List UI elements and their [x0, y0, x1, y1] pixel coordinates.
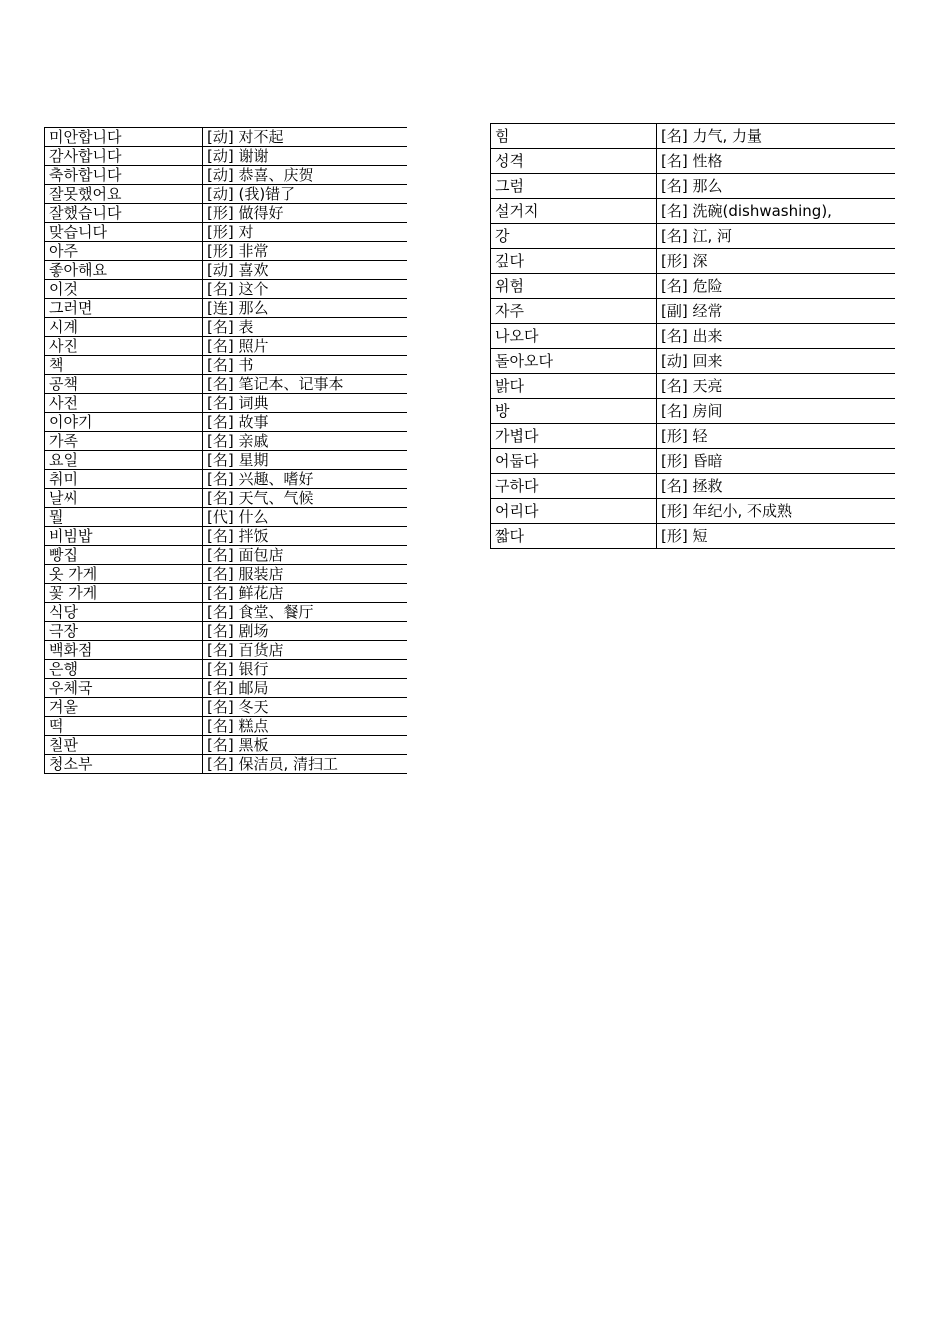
table-row: [45, 432, 407, 451]
korean-word-cell: 우체국: [45, 679, 203, 698]
chinese-meaning-cell: [名] 这个: [203, 280, 407, 299]
table-row: [45, 242, 407, 261]
table-row: [45, 755, 407, 774]
table-row: [491, 274, 895, 299]
table-row: [45, 375, 407, 394]
chinese-meaning-cell: [形] 深: [657, 249, 895, 274]
table-row: [491, 124, 895, 149]
korean-word-cell: 그럼: [491, 174, 657, 199]
chinese-meaning-cell: [动] 谢谢: [203, 147, 407, 166]
chinese-meaning-cell: [名] 服装店: [203, 565, 407, 584]
table-row: [45, 527, 407, 546]
korean-word-cell: 강: [491, 224, 657, 249]
chinese-meaning-cell: [名] 面包店: [203, 546, 407, 565]
korean-word-cell: 백화점: [45, 641, 203, 660]
table-row: [45, 584, 407, 603]
table-row: [45, 660, 407, 679]
chinese-meaning-cell: [名] 江, 河: [657, 224, 895, 249]
chinese-meaning-cell: [形] 短: [657, 524, 895, 549]
korean-word-cell: 뭘: [45, 508, 203, 527]
chinese-meaning-cell: [名] 危险: [657, 274, 895, 299]
chinese-meaning-cell: [形] 做得好: [203, 204, 407, 223]
table-row: [45, 337, 407, 356]
vocab-table-right-body: [491, 124, 895, 549]
table-row: [45, 546, 407, 565]
chinese-meaning-cell: [名] 力气, 力量: [657, 124, 895, 149]
korean-word-cell: 자주: [491, 299, 657, 324]
chinese-meaning-cell: [名] 剧场: [203, 622, 407, 641]
chinese-meaning-cell: [名] 保洁员, 清扫工: [203, 755, 407, 774]
table-row: [45, 280, 407, 299]
table-row: [45, 717, 407, 736]
vocab-table-right: [490, 123, 895, 549]
korean-word-cell: 시계: [45, 318, 203, 337]
chinese-meaning-cell: [连] 那么: [203, 299, 407, 318]
korean-word-cell: 그러면: [45, 299, 203, 318]
table-row: [491, 249, 895, 274]
table-row: [491, 299, 895, 324]
korean-word-cell: 꽃 가게: [45, 584, 203, 603]
chinese-meaning-cell: [名] 天亮: [657, 374, 895, 399]
korean-word-cell: 취미: [45, 470, 203, 489]
korean-word-cell: 방: [491, 399, 657, 424]
korean-word-cell: 나오다: [491, 324, 657, 349]
table-row: [45, 299, 407, 318]
korean-word-cell: 잘못했어요: [45, 185, 203, 204]
table-row: [45, 223, 407, 242]
table-row: [45, 185, 407, 204]
table-row: [45, 565, 407, 584]
table-row: [45, 128, 407, 147]
table-row: [45, 508, 407, 527]
korean-word-cell: 깊다: [491, 249, 657, 274]
table-row: [45, 489, 407, 508]
chinese-meaning-cell: [名] 拯救: [657, 474, 895, 499]
korean-word-cell: 은행: [45, 660, 203, 679]
korean-word-cell: 칠판: [45, 736, 203, 755]
chinese-meaning-cell: [名] 出来: [657, 324, 895, 349]
chinese-meaning-cell: [形] 轻: [657, 424, 895, 449]
chinese-meaning-cell: [形] 非常: [203, 242, 407, 261]
korean-word-cell: 청소부: [45, 755, 203, 774]
chinese-meaning-cell: [形] 昏暗: [657, 449, 895, 474]
table-row: [45, 679, 407, 698]
table-row: [45, 204, 407, 223]
korean-word-cell: 책: [45, 356, 203, 375]
korean-word-cell: 떡: [45, 717, 203, 736]
table-row: [491, 424, 895, 449]
korean-word-cell: 어리다: [491, 499, 657, 524]
table-row: [45, 470, 407, 489]
chinese-meaning-cell: [形] 年纪小, 不成熟: [657, 499, 895, 524]
table-row: [491, 199, 895, 224]
chinese-meaning-cell: [名] 邮局: [203, 679, 407, 698]
chinese-meaning-cell: [名] 书: [203, 356, 407, 375]
table-row: [45, 622, 407, 641]
chinese-meaning-cell: [名] 鲜花店: [203, 584, 407, 603]
chinese-meaning-cell: [名] 银行: [203, 660, 407, 679]
chinese-meaning-cell: [名] 那么: [657, 174, 895, 199]
chinese-meaning-cell: [名] 词典: [203, 394, 407, 413]
korean-word-cell: 미안합니다: [45, 128, 203, 147]
chinese-meaning-cell: [名] 天气、气候: [203, 489, 407, 508]
chinese-meaning-cell: [形] 对: [203, 223, 407, 242]
table-row: [491, 499, 895, 524]
korean-word-cell: 잘했습니다: [45, 204, 203, 223]
table-row: [45, 736, 407, 755]
korean-word-cell: 짧다: [491, 524, 657, 549]
chinese-meaning-cell: [名] 照片: [203, 337, 407, 356]
korean-word-cell: 이것: [45, 280, 203, 299]
table-row: [45, 394, 407, 413]
korean-word-cell: 좋아해요: [45, 261, 203, 280]
table-row: [491, 449, 895, 474]
korean-word-cell: 날씨: [45, 489, 203, 508]
korean-word-cell: 힘: [491, 124, 657, 149]
korean-word-cell: 비빔밥: [45, 527, 203, 546]
chinese-meaning-cell: [名] 食堂、餐厅: [203, 603, 407, 622]
korean-word-cell: 위험: [491, 274, 657, 299]
chinese-meaning-cell: [动] 对不起: [203, 128, 407, 147]
table-row: [491, 174, 895, 199]
table-row: [491, 474, 895, 499]
korean-word-cell: 맞습니다: [45, 223, 203, 242]
korean-word-cell: 축하합니다: [45, 166, 203, 185]
table-row: [491, 324, 895, 349]
korean-word-cell: 옷 가게: [45, 565, 203, 584]
korean-word-cell: 사진: [45, 337, 203, 356]
chinese-meaning-cell: [名] 黑板: [203, 736, 407, 755]
chinese-meaning-cell: [名] 房间: [657, 399, 895, 424]
korean-word-cell: 구하다: [491, 474, 657, 499]
table-row: [45, 147, 407, 166]
korean-word-cell: 성격: [491, 149, 657, 174]
table-row: [45, 451, 407, 470]
table-row: [491, 399, 895, 424]
table-row: [45, 261, 407, 280]
chinese-meaning-cell: [动] 回来: [657, 349, 895, 374]
korean-word-cell: 극장: [45, 622, 203, 641]
table-row: [45, 698, 407, 717]
chinese-meaning-cell: [动] (我)错了: [203, 185, 407, 204]
chinese-meaning-cell: [名] 兴趣、嗜好: [203, 470, 407, 489]
korean-word-cell: 식당: [45, 603, 203, 622]
chinese-meaning-cell: [名] 故事: [203, 413, 407, 432]
chinese-meaning-cell: [名] 拌饭: [203, 527, 407, 546]
korean-word-cell: 빵집: [45, 546, 203, 565]
chinese-meaning-cell: [副] 经常: [657, 299, 895, 324]
korean-word-cell: 요일: [45, 451, 203, 470]
korean-word-cell: 돌아오다: [491, 349, 657, 374]
table-row: [491, 349, 895, 374]
table-row: [45, 413, 407, 432]
korean-word-cell: 감사합니다: [45, 147, 203, 166]
chinese-meaning-cell: [名] 百货店: [203, 641, 407, 660]
korean-word-cell: 밝다: [491, 374, 657, 399]
korean-word-cell: 설거지: [491, 199, 657, 224]
chinese-meaning-cell: [名] 星期: [203, 451, 407, 470]
table-row: [45, 603, 407, 622]
chinese-meaning-cell: [名] 糕点: [203, 717, 407, 736]
chinese-meaning-cell: [名] 冬天: [203, 698, 407, 717]
korean-word-cell: 가족: [45, 432, 203, 451]
table-row: [491, 374, 895, 399]
table-row: [491, 524, 895, 549]
chinese-meaning-cell: [动] 恭喜、庆贺: [203, 166, 407, 185]
korean-word-cell: 공책: [45, 375, 203, 394]
table-row: [491, 149, 895, 174]
table-row: [45, 166, 407, 185]
chinese-meaning-cell: [名] 洗碗(dishwashing),: [657, 199, 895, 224]
chinese-meaning-cell: [动] 喜欢: [203, 261, 407, 280]
korean-word-cell: 겨울: [45, 698, 203, 717]
korean-word-cell: 가볍다: [491, 424, 657, 449]
vocab-table-left-body: [45, 128, 407, 774]
korean-word-cell: 어둡다: [491, 449, 657, 474]
table-row: [491, 224, 895, 249]
chinese-meaning-cell: [名] 亲戚: [203, 432, 407, 451]
table-row: [45, 318, 407, 337]
korean-word-cell: 아주: [45, 242, 203, 261]
chinese-meaning-cell: [名] 性格: [657, 149, 895, 174]
chinese-meaning-cell: [代] 什么: [203, 508, 407, 527]
chinese-meaning-cell: [名] 表: [203, 318, 407, 337]
chinese-meaning-cell: [名] 笔记本、记事本: [203, 375, 407, 394]
korean-word-cell: 이야기: [45, 413, 203, 432]
korean-word-cell: 사전: [45, 394, 203, 413]
table-row: [45, 356, 407, 375]
vocab-table-left: [44, 127, 407, 774]
table-row: [45, 641, 407, 660]
